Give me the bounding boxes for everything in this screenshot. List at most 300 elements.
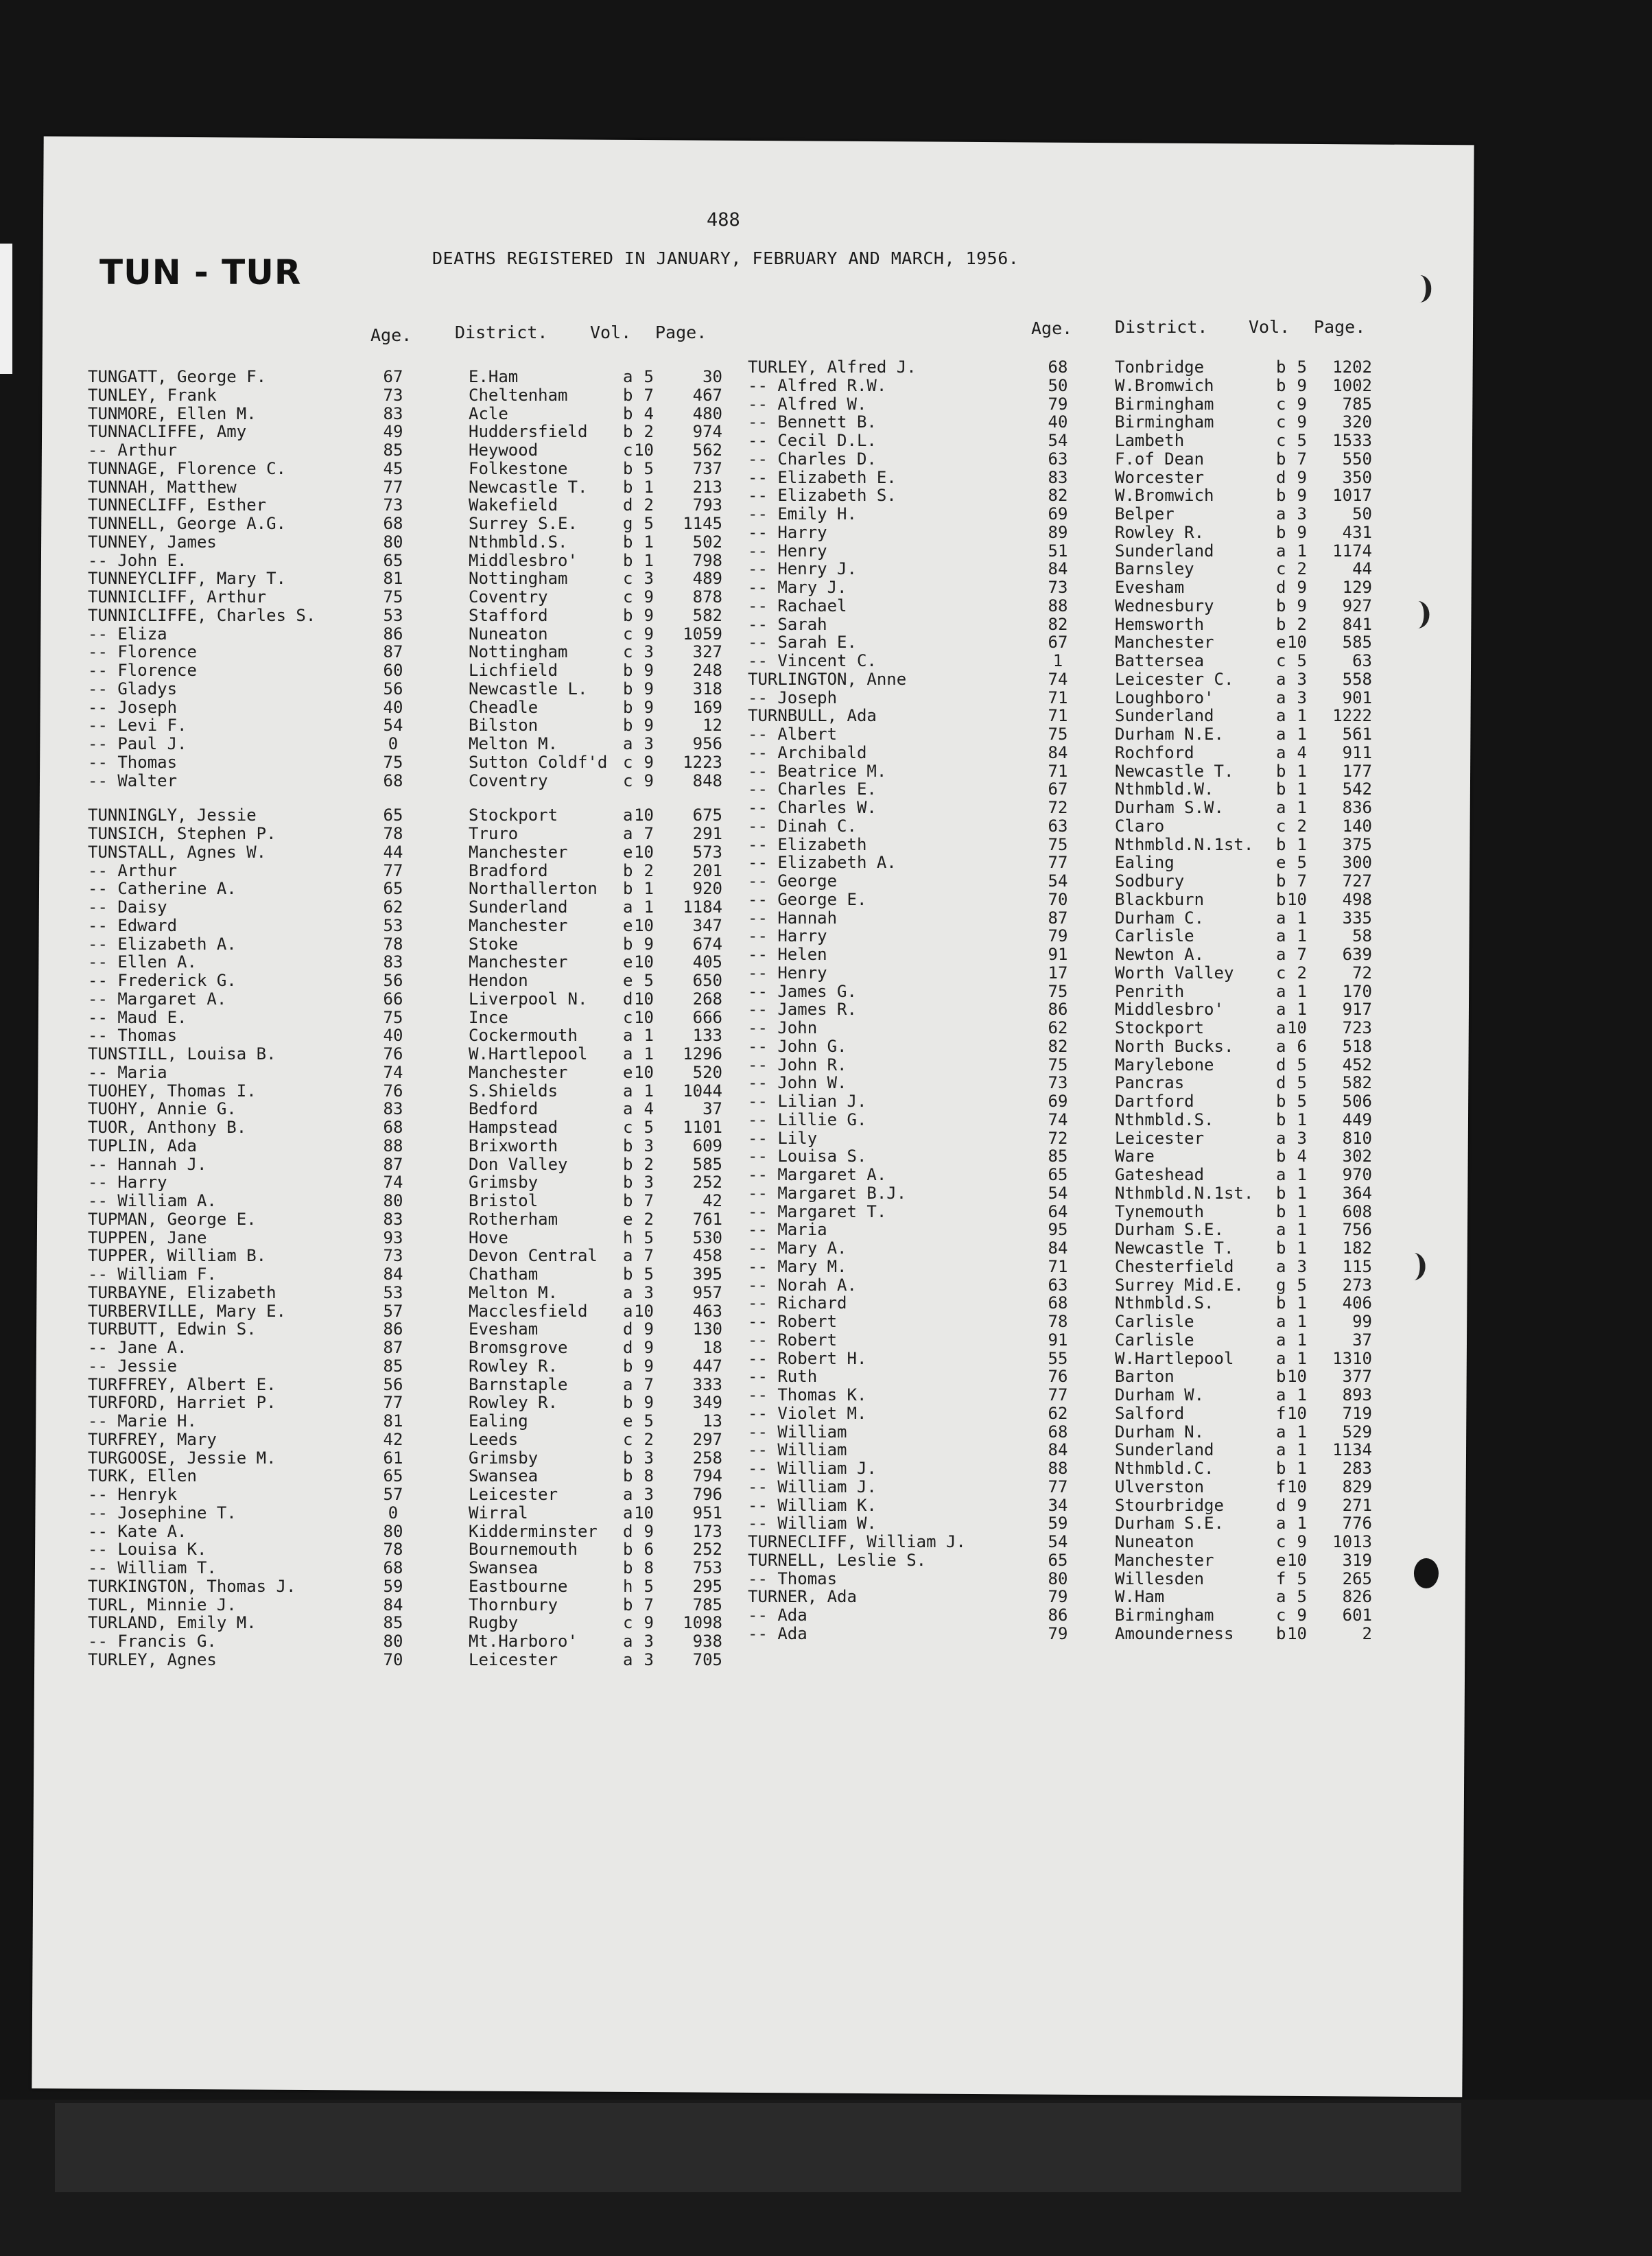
entry-page: 776 xyxy=(1342,1514,1372,1534)
entry-age: 54 xyxy=(1048,1532,1068,1551)
entry-name: TUOR, Anthony B. xyxy=(88,1118,247,1137)
entry-district: W.Bromwich xyxy=(1115,486,1214,506)
entry-volume-letter: b xyxy=(623,422,633,442)
entry-name: -- Margaret A. xyxy=(748,1165,887,1184)
entry-volume-letter: b xyxy=(623,605,633,625)
entry-page: 18 xyxy=(703,1338,722,1357)
entry-district: Claro xyxy=(1115,816,1165,836)
entry-volume: 9 xyxy=(1297,394,1307,414)
entry-volume: 5 xyxy=(1297,1092,1307,1111)
entry-district: Huddersfield xyxy=(469,422,588,442)
entry-volume: 9 xyxy=(644,934,654,954)
entry-volume: 7 xyxy=(644,1246,654,1266)
entry-age: 77 xyxy=(1048,853,1068,873)
entry-volume: 5 xyxy=(1297,431,1307,450)
entry-name: -- William F. xyxy=(88,1265,217,1284)
entry-page: 37 xyxy=(703,1099,722,1119)
entry-volume-letter: a xyxy=(1276,1018,1286,1037)
entry-name: TUPPER, William B. xyxy=(88,1246,267,1266)
entry-page: 291 xyxy=(692,824,722,843)
entry-district: Don Valley xyxy=(469,1154,568,1174)
entry-age: 57 xyxy=(383,1301,403,1321)
entry-volume: 5 xyxy=(1297,357,1307,377)
entry-volume-letter: c xyxy=(623,771,633,790)
entry-name: -- John E. xyxy=(88,550,187,570)
entry-volume-letter: a xyxy=(1276,1514,1286,1534)
entry-age: 60 xyxy=(383,661,403,680)
entry-age: 71 xyxy=(1048,1256,1068,1276)
entry-volume: 9 xyxy=(1297,1495,1307,1515)
entry-district: Pancras xyxy=(1115,1073,1185,1093)
entry-volume-letter: b xyxy=(623,1595,633,1614)
entry-volume: 10 xyxy=(1287,1623,1307,1643)
entry-page: 674 xyxy=(692,934,722,954)
entry-volume-letter: h xyxy=(623,1227,633,1247)
entry-age: 67 xyxy=(1048,779,1068,799)
entry-name: -- Henryk xyxy=(88,1485,178,1504)
entry-page: 675 xyxy=(692,806,722,825)
entry-page: 1134 xyxy=(1332,1440,1372,1460)
entry-page: 920 xyxy=(692,879,722,899)
entry-age: 77 xyxy=(1048,1385,1068,1405)
entry-age: 66 xyxy=(383,989,403,1009)
entry-page: 489 xyxy=(692,569,722,589)
entry-district: Birmingham xyxy=(1115,394,1214,414)
entry-volume: 1 xyxy=(1297,1385,1307,1405)
entry-district: Ince xyxy=(469,1007,508,1027)
entry-age: 72 xyxy=(1048,1128,1068,1148)
entry-volume: 1 xyxy=(1297,1514,1307,1534)
entry-age: 67 xyxy=(383,367,403,386)
entry-name: TURLEY, Agnes xyxy=(88,1649,217,1669)
entry-age: 83 xyxy=(383,952,403,972)
entry-name: TUNNELL, George A.G. xyxy=(88,514,286,533)
entry-volume-letter: b xyxy=(1276,1623,1286,1643)
entry-district: Nuneaton xyxy=(1115,1532,1194,1551)
entry-volume: 5 xyxy=(1297,1568,1307,1588)
entry-name: -- Alfred W. xyxy=(748,394,867,414)
entry-age: 80 xyxy=(383,1191,403,1210)
entry-age: 71 xyxy=(1048,706,1068,726)
entry-name: -- Levi F. xyxy=(88,716,187,736)
entry-district: Carlisle xyxy=(1115,926,1194,946)
entry-volume-letter: b xyxy=(623,661,633,680)
entry-district: Evesham xyxy=(469,1319,539,1339)
entry-name: TUNGATT, George F. xyxy=(88,367,267,386)
entry-name: -- George xyxy=(748,871,838,891)
entry-name: TUNSICH, Stephen P. xyxy=(88,824,276,843)
entry-volume-letter: e xyxy=(1276,853,1286,873)
entry-district: Manchester xyxy=(1115,633,1214,653)
entry-name: -- Vincent C. xyxy=(748,651,877,670)
entry-page: 452 xyxy=(1342,1055,1372,1074)
entry-page: 201 xyxy=(692,860,722,880)
entry-age: 77 xyxy=(383,860,403,880)
entry-volume-letter: e xyxy=(623,842,633,862)
entry-name: TURNECLIFF, William J. xyxy=(748,1532,966,1551)
entry-age: 45 xyxy=(383,458,403,478)
entry-volume: 4 xyxy=(644,403,654,423)
entry-age: 93 xyxy=(383,1227,403,1247)
entry-page: 608 xyxy=(1342,1201,1372,1221)
entry-age: 89 xyxy=(1048,522,1068,542)
entry-age: 77 xyxy=(383,477,403,497)
entry-district: Manchester xyxy=(469,842,568,862)
entry-page: 502 xyxy=(692,532,722,552)
entry-volume: 5 xyxy=(1297,1073,1307,1093)
entry-age: 91 xyxy=(1048,945,1068,964)
entry-name: -- James G. xyxy=(748,981,857,1001)
entry-volume-letter: b xyxy=(623,1191,633,1210)
entry-page: 333 xyxy=(692,1374,722,1394)
entry-age: 0 xyxy=(388,734,399,753)
entry-volume: 9 xyxy=(644,1356,654,1376)
entry-volume: 9 xyxy=(644,1338,654,1357)
entry-name: -- Robert xyxy=(748,1312,838,1331)
entry-district: Manchester xyxy=(1115,1550,1214,1570)
entry-age: 85 xyxy=(1048,1147,1068,1166)
entry-name: -- Lillie G. xyxy=(748,1109,867,1129)
entry-name: -- Henry xyxy=(748,963,827,983)
entry-age: 63 xyxy=(1048,449,1068,469)
entry-volume: 9 xyxy=(644,752,654,772)
entry-page: 458 xyxy=(692,1246,722,1266)
entry-volume-letter: c xyxy=(1276,394,1286,414)
entry-volume-letter: e xyxy=(623,1062,633,1082)
entry-name: TURNELL, Leslie S. xyxy=(748,1550,927,1570)
entry-page: 917 xyxy=(1342,1000,1372,1020)
entry-name: -- Ada xyxy=(748,1623,807,1643)
entry-name: TURBERVILLE, Mary E. xyxy=(88,1301,286,1321)
entry-age: 70 xyxy=(1048,889,1068,909)
entry-name: TUNNAGE, Florence C. xyxy=(88,458,286,478)
entry-age: 88 xyxy=(1048,596,1068,615)
entry-page: 347 xyxy=(692,915,722,935)
entry-page: 1044 xyxy=(683,1081,722,1101)
entry-page: 582 xyxy=(692,605,722,625)
entry-name: -- Emily H. xyxy=(748,504,857,524)
entry-age: 91 xyxy=(1048,1330,1068,1350)
entry-age: 75 xyxy=(1048,1055,1068,1074)
entry-volume-letter: d xyxy=(623,1319,633,1339)
entry-volume-letter: e xyxy=(623,915,633,935)
entry-volume-letter: c xyxy=(1276,963,1286,983)
entry-volume-letter: d xyxy=(623,1338,633,1357)
entry-name: -- William J. xyxy=(748,1459,877,1478)
entry-volume: 2 xyxy=(1297,816,1307,836)
entry-name: -- Eliza xyxy=(88,624,167,644)
entry-page: 1296 xyxy=(683,1044,722,1064)
entry-volume-letter: a xyxy=(1276,945,1286,964)
entry-name: -- Hannah xyxy=(748,908,838,928)
entry-name: -- Frederick G. xyxy=(88,971,237,990)
entry-page: 375 xyxy=(1342,834,1372,854)
entry-volume-letter: e xyxy=(1276,633,1286,653)
entry-volume-letter: a xyxy=(1276,725,1286,744)
entry-district: Devon Central xyxy=(469,1246,598,1266)
entry-district: Middlesbro' xyxy=(469,550,578,570)
entry-age: 73 xyxy=(1048,1073,1068,1093)
entry-page: 585 xyxy=(1342,633,1372,653)
entry-age: 80 xyxy=(383,1521,403,1541)
entry-name: -- Elizabeth A. xyxy=(88,934,237,954)
entry-volume-letter: b xyxy=(623,403,633,423)
entry-name: -- Edward xyxy=(88,915,178,935)
entry-volume: 3 xyxy=(644,1136,654,1155)
entry-page: 302 xyxy=(1342,1147,1372,1166)
entry-volume-letter: c xyxy=(1276,816,1286,836)
entry-name: -- Florence xyxy=(88,661,197,680)
entry-page: 550 xyxy=(1342,449,1372,469)
entry-page: 498 xyxy=(1342,889,1372,909)
entry-district: Stockport xyxy=(469,806,558,825)
entry-page: 169 xyxy=(692,697,722,717)
entry-volume-letter: e xyxy=(1276,1550,1286,1570)
entry-volume-letter: b xyxy=(1276,1293,1286,1313)
entry-page: 350 xyxy=(1342,467,1372,487)
entry-volume: 10 xyxy=(634,806,654,825)
entry-age: 84 xyxy=(383,1265,403,1284)
entry-page: 796 xyxy=(692,1485,722,1504)
entry-page: 530 xyxy=(692,1227,722,1247)
entry-age: 56 xyxy=(383,679,403,698)
entry-age: 73 xyxy=(383,1246,403,1266)
entry-page: 810 xyxy=(1342,1128,1372,1148)
entry-district: Chesterfield xyxy=(1115,1256,1234,1276)
entry-volume-letter: a xyxy=(623,1649,633,1669)
entry-page: 50 xyxy=(1352,504,1372,524)
punch-hole-2 xyxy=(1406,601,1429,628)
entry-page: 349 xyxy=(692,1393,722,1413)
entry-page: 58 xyxy=(1352,926,1372,946)
entry-age: 74 xyxy=(383,1062,403,1082)
entry-name: TUNLEY, Frank xyxy=(88,385,217,405)
entry-district: Kidderminster xyxy=(469,1521,598,1541)
entry-name: -- Norah A. xyxy=(748,1275,857,1295)
entry-age: 79 xyxy=(1048,926,1068,946)
entry-name: -- Beatrice M. xyxy=(748,761,887,781)
entry-page: 129 xyxy=(1342,578,1372,597)
entry-volume-letter: b xyxy=(1276,357,1286,377)
entry-volume: 5 xyxy=(644,1227,654,1247)
entry-name: -- Catherine A. xyxy=(88,879,237,899)
entry-volume-letter: e xyxy=(623,952,633,972)
entry-name: -- William T. xyxy=(88,1558,217,1577)
entry-name: -- Harry xyxy=(88,1173,167,1192)
entry-age: 40 xyxy=(383,1026,403,1046)
entry-district: Sodbury xyxy=(1115,871,1185,891)
entry-volume-letter: b xyxy=(623,1393,633,1413)
entry-volume: 2 xyxy=(644,860,654,880)
entry-name: -- Margaret T. xyxy=(748,1201,887,1221)
entry-volume: 9 xyxy=(1297,467,1307,487)
entry-page: 562 xyxy=(692,440,722,460)
entry-volume-letter: a xyxy=(1276,1330,1286,1350)
entry-volume-letter: a xyxy=(1276,742,1286,762)
entry-district: W.Hartlepool xyxy=(469,1044,588,1064)
entry-age: 76 xyxy=(383,1044,403,1064)
entry-age: 63 xyxy=(1048,1275,1068,1295)
entry-volume: 9 xyxy=(644,1393,654,1413)
entry-age: 74 xyxy=(1048,669,1068,689)
entry-volume: 5 xyxy=(644,458,654,478)
entry-volume: 9 xyxy=(644,624,654,644)
entry-age: 75 xyxy=(383,752,403,772)
entry-page: 520 xyxy=(692,1062,722,1082)
entry-name: -- Maud E. xyxy=(88,1007,187,1027)
entry-age: 87 xyxy=(1048,908,1068,928)
entry-volume-letter: c xyxy=(623,587,633,607)
entry-district: Swansea xyxy=(469,1558,539,1577)
entry-age: 81 xyxy=(383,1411,403,1431)
entry-volume-letter: f xyxy=(1276,1477,1286,1496)
entry-district: Rowley R. xyxy=(469,1393,558,1413)
entry-district: Nthmbld.S. xyxy=(469,532,568,552)
entry-district: Blackburn xyxy=(1115,889,1205,909)
entry-name: -- John G. xyxy=(748,1036,847,1056)
entry-volume-letter: b xyxy=(623,477,633,497)
entry-district: Newcastle T. xyxy=(1115,1238,1234,1258)
entry-district: Heywood xyxy=(469,440,539,460)
entry-volume: 2 xyxy=(1297,559,1307,579)
entry-page: 273 xyxy=(1342,1275,1372,1295)
entry-page: 785 xyxy=(692,1595,722,1614)
entry-district: Sunderland xyxy=(469,897,568,917)
entry-name: TUNNINGLY, Jessie xyxy=(88,806,257,825)
entry-name: -- Daisy xyxy=(88,897,167,917)
entry-district: Bedford xyxy=(469,1099,539,1119)
entry-name: -- Charles D. xyxy=(748,449,877,469)
entry-name: TURNER, Ada xyxy=(748,1587,857,1607)
entry-page: 542 xyxy=(1342,779,1372,799)
entry-district: Durham N.E. xyxy=(1115,725,1224,744)
entry-district: Tonbridge xyxy=(1115,357,1205,377)
entry-page: 177 xyxy=(1342,761,1372,781)
entry-age: 64 xyxy=(1048,1201,1068,1221)
entry-page: 893 xyxy=(1342,1385,1372,1405)
entry-volume-letter: d xyxy=(1276,1495,1286,1515)
entry-age: 56 xyxy=(383,971,403,990)
entry-district: Stoke xyxy=(469,934,519,954)
entry-volume-letter: b xyxy=(1276,889,1286,909)
entry-age: 54 xyxy=(1048,431,1068,450)
entry-district: Grimsby xyxy=(469,1448,539,1468)
entry-page: 727 xyxy=(1342,871,1372,891)
entry-district: Ware xyxy=(1115,1147,1155,1166)
entry-age: 53 xyxy=(383,915,403,935)
entry-age: 84 xyxy=(1048,1440,1068,1460)
entry-page: 1098 xyxy=(683,1613,722,1633)
entry-name: -- Arthur xyxy=(88,860,178,880)
entry-district: Bristol xyxy=(469,1191,539,1210)
entry-district: Mt.Harboro' xyxy=(469,1632,578,1651)
entry-name: -- Margaret A. xyxy=(88,989,227,1009)
entry-district: Truro xyxy=(469,824,519,843)
entry-name: -- Joseph xyxy=(88,697,178,717)
entry-volume: 1 xyxy=(644,1026,654,1046)
entry-volume-letter: c xyxy=(1276,1606,1286,1625)
entry-page: 793 xyxy=(692,495,722,515)
entry-page: 1017 xyxy=(1332,486,1372,506)
entry-volume: 5 xyxy=(1297,1275,1307,1295)
entry-volume: 3 xyxy=(644,1649,654,1669)
entry-district: Stockport xyxy=(1115,1018,1205,1037)
entry-age: 88 xyxy=(1048,1459,1068,1478)
entry-page: 252 xyxy=(692,1173,722,1192)
entry-page: 836 xyxy=(1342,798,1372,817)
entry-district: Coventry xyxy=(469,771,548,790)
entry-volume: 5 xyxy=(644,1265,654,1284)
entry-age: 40 xyxy=(1048,412,1068,432)
entry-age: 42 xyxy=(383,1429,403,1449)
entry-volume: 5 xyxy=(644,1576,654,1596)
entry-age: 83 xyxy=(383,1099,403,1119)
entry-volume: 1 xyxy=(644,879,654,899)
entry-name: -- John xyxy=(748,1018,818,1037)
entry-volume-letter: b xyxy=(1276,779,1286,799)
entry-volume-letter: a xyxy=(623,806,633,825)
entry-age: 87 xyxy=(383,1154,403,1174)
entry-volume: 1 xyxy=(644,1081,654,1101)
entry-page: 42 xyxy=(703,1191,722,1210)
entry-volume: 9 xyxy=(644,605,654,625)
entry-page: 756 xyxy=(1342,1220,1372,1240)
entry-name: -- Lily xyxy=(748,1128,818,1148)
entry-volume-letter: d xyxy=(1276,1055,1286,1074)
entry-age: 73 xyxy=(383,385,403,405)
entry-name: TUPMAN, George E. xyxy=(88,1209,257,1229)
entry-volume: 10 xyxy=(634,989,654,1009)
entry-page: 798 xyxy=(692,550,722,570)
entry-age: 70 xyxy=(383,1649,403,1669)
entry-volume-letter: b xyxy=(1276,1367,1286,1387)
entry-district: Leicester xyxy=(469,1649,558,1669)
entry-age: 78 xyxy=(383,934,403,954)
entry-district: Durham S.E. xyxy=(1115,1220,1224,1240)
entry-page: 320 xyxy=(1342,412,1372,432)
entry-page: 327 xyxy=(692,642,722,662)
entry-district: Worcester xyxy=(1115,467,1205,487)
entry-volume: 3 xyxy=(1297,1256,1307,1276)
entry-name: TUNSTILL, Louisa B. xyxy=(88,1044,276,1064)
entry-page: 561 xyxy=(1342,725,1372,744)
entry-name: TUOHEY, Thomas I. xyxy=(88,1081,257,1101)
entry-age: 79 xyxy=(1048,1623,1068,1643)
entry-district: Birmingham xyxy=(1115,1606,1214,1625)
entry-volume-letter: b xyxy=(1276,834,1286,854)
entry-district: Liverpool N. xyxy=(469,989,588,1009)
entry-age: 61 xyxy=(383,1448,403,1468)
entry-age: 84 xyxy=(1048,559,1068,579)
entry-volume-letter: a xyxy=(1276,1587,1286,1607)
entry-page: 447 xyxy=(692,1356,722,1376)
entry-page: 1184 xyxy=(683,897,722,917)
surname-range-heading: TUN - TUR xyxy=(99,252,302,292)
entry-page: 115 xyxy=(1342,1256,1372,1276)
film-edge-stub xyxy=(0,244,12,374)
entry-volume-letter: c xyxy=(623,1429,633,1449)
entry-volume: 2 xyxy=(644,422,654,442)
entry-volume: 10 xyxy=(1287,889,1307,909)
entry-age: 74 xyxy=(383,1173,403,1192)
entry-volume: 10 xyxy=(634,1007,654,1027)
entry-volume: 1 xyxy=(1297,725,1307,744)
entry-volume: 5 xyxy=(644,514,654,533)
entry-page: 463 xyxy=(692,1301,722,1321)
entry-volume: 10 xyxy=(1287,1018,1307,1037)
entry-district: Nuneaton xyxy=(469,624,548,644)
entry-district: Newcastle T. xyxy=(469,477,588,497)
